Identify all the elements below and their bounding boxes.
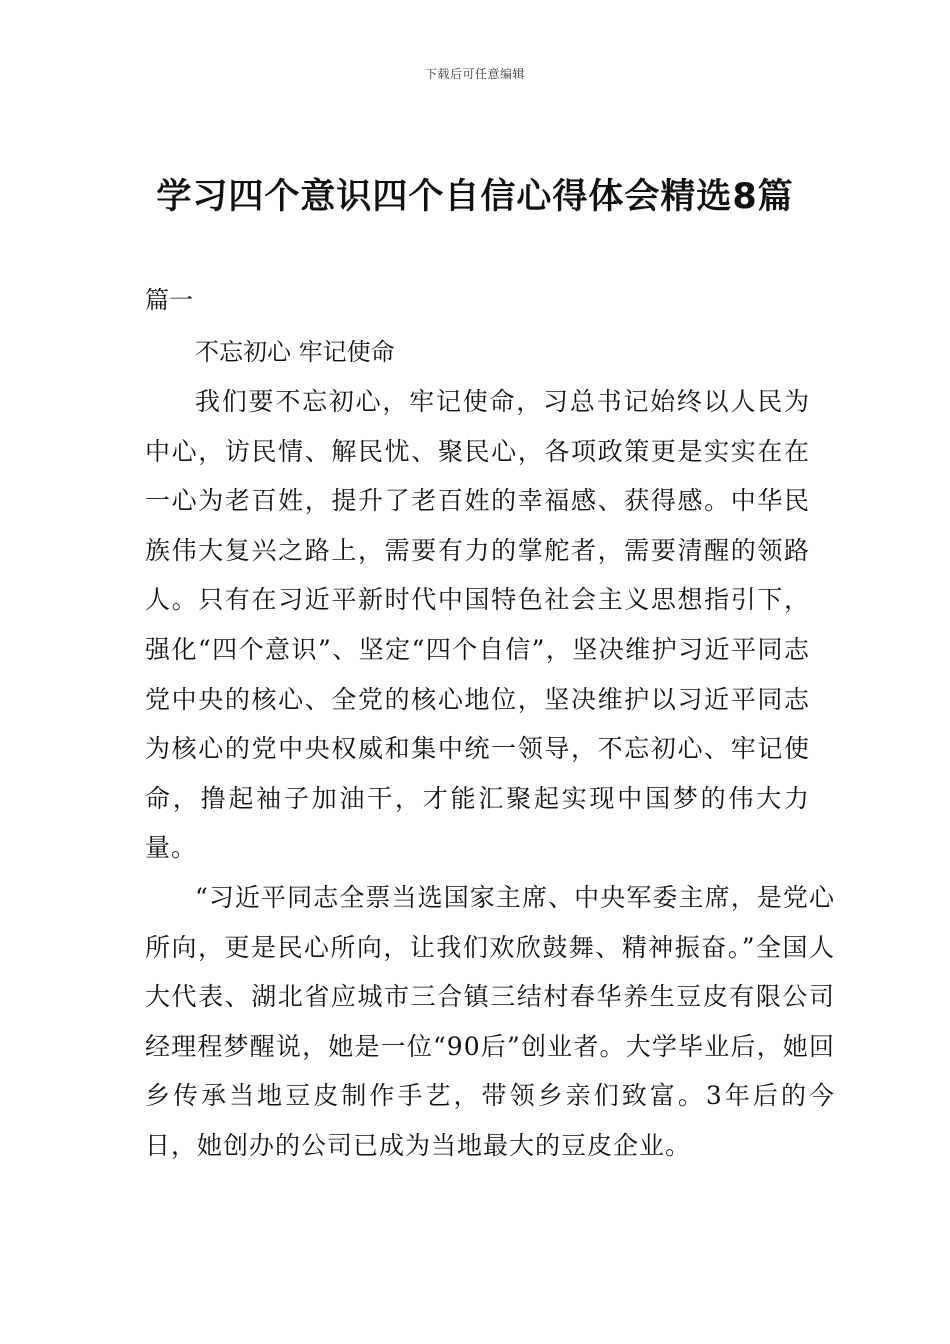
paragraph-2: “习近平同志全票当选国家主席、中央军委主席，是党心所向，更是民心所向，让我们欢欣鼓舞、精神振奋。”全国人大代表、湖北省应城市三合镇三结村春华养生豆皮有限公司经理程梦醒说，她是一位“90后”创业者。大学毕业后，她回乡传承当地豆皮制作手艺，带领乡亲们致富。3年后的今日，她创办的公司已成为当地最大的豆皮企业。 bbox=[145, 883, 835, 1160]
document-title: 学习四个意识四个自信心得体会精选8篇 bbox=[156, 177, 794, 217]
subheading: 不忘初心 牢记使命 bbox=[195, 338, 395, 366]
paragraph-1: 我们要不忘初心，牢记使命，习总书记始终以人民为中心，访民情、解民忧、聚民心，各项政策更是实实在在一心为老百姓，提升了老百姓的幸福感、获得感。中华民族伟大复兴之路上，需要有力的掌舵者，需要清醒的领路人。只有在习近平新时代中国特色社会主义思想指引下，强化“四个意识”、坚定“四个自信”，坚决维护习近平同志党中央的核心、全党的核心地位，坚决维护以习近平同志为核心的党中央权威和集中统一领导，不忘初心、牢记使命，撸起袖子加油干，才能汇聚起实现中国梦的伟大力量。 bbox=[145, 387, 810, 863]
section-label: 篇一 bbox=[145, 286, 193, 314]
header-note: 下载后可任意编辑 bbox=[424, 67, 525, 81]
